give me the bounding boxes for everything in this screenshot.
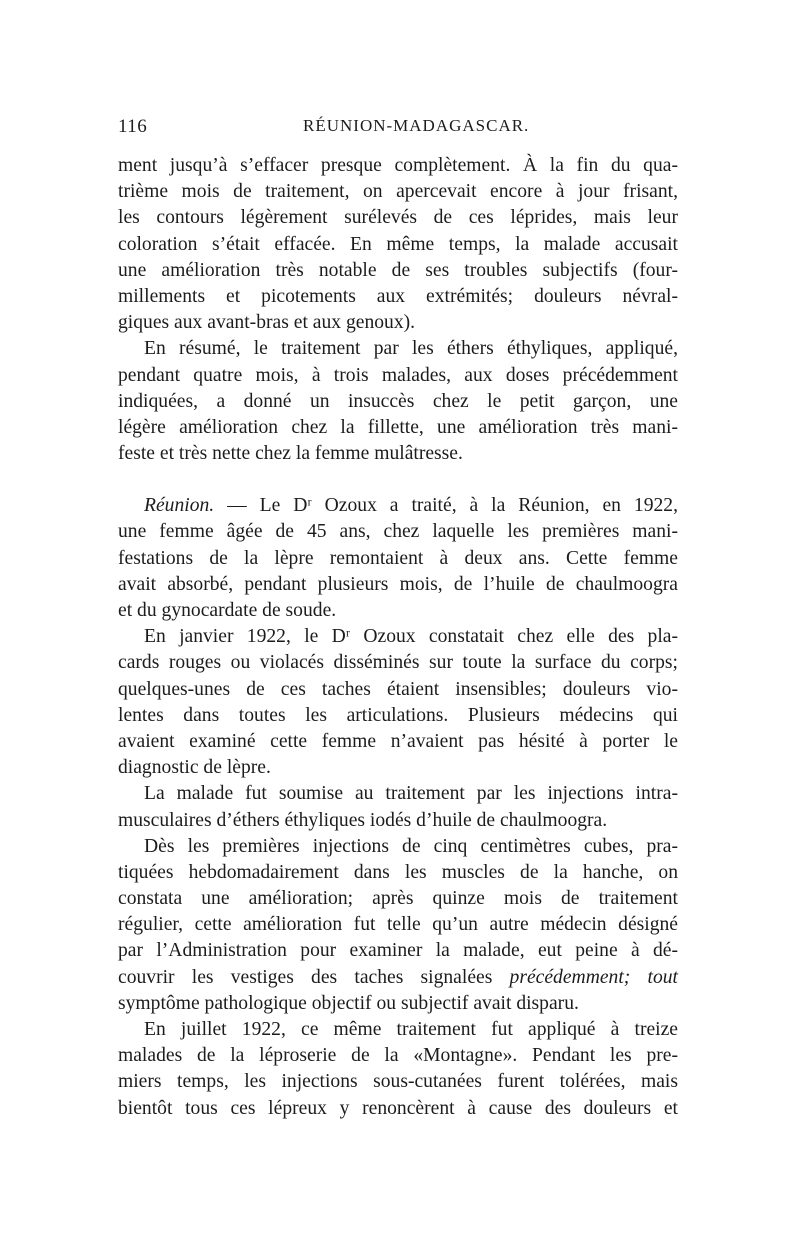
text-line: tiquées hebdomadairement dans les muscles de la hanche, on	[118, 861, 678, 883]
text-line: et du gynocardate de soude.	[118, 600, 337, 621]
text-line: festations de la lèpre remontaient à deux ans. Cette femme	[118, 547, 678, 569]
text-line: feste et très nette chez la femme mulâtresse.	[118, 443, 463, 465]
italic-fragment: précédemment; tout	[509, 966, 678, 988]
text-line: malades de la léproserie de la «Montagne». Pendant les pre-	[118, 1045, 678, 1067]
text-line: cards rouges ou violacés disséminés sur toute la surface du corps;	[118, 652, 678, 674]
running-title: RÉUNION-MADAGASCAR.	[303, 116, 530, 135]
text-line: diagnostic de lèpre.	[118, 757, 271, 779]
text-fragment: couvrir les vestiges des taches signalées	[118, 966, 510, 988]
text-line	[118, 965, 678, 991]
text-line: indiquées, a donné un insuccès chez le petit garçon, une	[118, 390, 678, 412]
text-line: En résumé, le traitement par les éthers éthyliques, appliqué,	[144, 338, 678, 360]
text-line: En juillet 1922, ce même traitement fut appliqué à treize	[144, 1019, 678, 1040]
text-line: légère amélioration chez la fillette, une amélioration très mani-	[118, 416, 678, 438]
text-line: trième mois de traitement, on apercevait encore à jour frisant,	[118, 181, 678, 203]
paragraph-7	[118, 1017, 678, 1122]
paragraph-4	[118, 624, 678, 781]
paragraph-5	[118, 781, 678, 833]
text-line: avait absorbé, pendant plusieurs mois, de l’huile de chaulmoogra	[118, 573, 678, 595]
text-line: coloration s’était effacée. En même temps, la malade accusait	[118, 233, 678, 255]
page-content	[118, 113, 678, 1122]
text-line: giques aux avant-bras et aux genoux).	[118, 312, 416, 334]
text-line: constata une amélioration; après quinze mois de traitement	[118, 888, 678, 910]
text-line: symptôme pathologique objectif ou subjectif avait disparu.	[118, 992, 579, 1014]
paragraph-6	[118, 834, 678, 1017]
text-line	[118, 493, 678, 519]
text-line: régulier, cette amélioration fut telle qu’un autre médecin désigné	[118, 914, 678, 936]
text-line: miers temps, les injections sous-cutanées furent tolérées, mais	[118, 1071, 678, 1093]
section-gap	[118, 467, 678, 493]
text-fragment: — Le Dʳ Ozoux a traité, à la Réunion, en 1922,	[214, 495, 678, 517]
text-line: une femme âgée de 45 ans, chez laquelle les premières mani-	[118, 521, 678, 543]
text-line: millements et picotements aux extrémités; douleurs névral-	[118, 285, 678, 307]
text-line: musculaires d’éthers éthyliques iodés d’huile de chaulmoogra.	[118, 809, 608, 831]
text-line: avaient examiné cette femme n’avaient pas hésité à porter le	[118, 730, 678, 752]
page-number: 116	[118, 116, 148, 137]
paragraph-2	[118, 336, 678, 467]
text-line: En janvier 1922, le Dʳ Ozoux constatait chez elle des pla-	[144, 626, 678, 648]
paragraph-3	[118, 493, 678, 624]
text-line: ment jusqu’à s’effacer presque complètement. À la fin du qua-	[118, 155, 678, 176]
paragraph-1	[118, 153, 678, 336]
text-line: pendant quatre mois, à trois malades, aux doses précédemment	[118, 364, 678, 386]
text-line: par l’Administration pour examiner la malade, eut peine à dé-	[118, 940, 678, 962]
text-line: les contours légèrement surélevés de ces léprides, mais leur	[118, 207, 678, 229]
text-line: La malade fut soumise au traitement par les injections intra-	[144, 783, 678, 805]
running-header	[118, 113, 678, 153]
text-line: une amélioration très notable de ses troubles subjectifs (four-	[118, 259, 678, 281]
text-line: bientôt tous ces lépreux y renoncèrent à cause des douleurs et	[118, 1097, 678, 1119]
text-line: Dès les premières injections de cinq centimètres cubes, pra-	[144, 835, 678, 857]
text-line: quelques-unes de ces taches étaient insensibles; douleurs vio-	[118, 678, 678, 700]
text-line: lentes dans toutes les articulations. Plusieurs médecins qui	[118, 704, 678, 726]
section-label: Réunion.	[144, 495, 215, 517]
